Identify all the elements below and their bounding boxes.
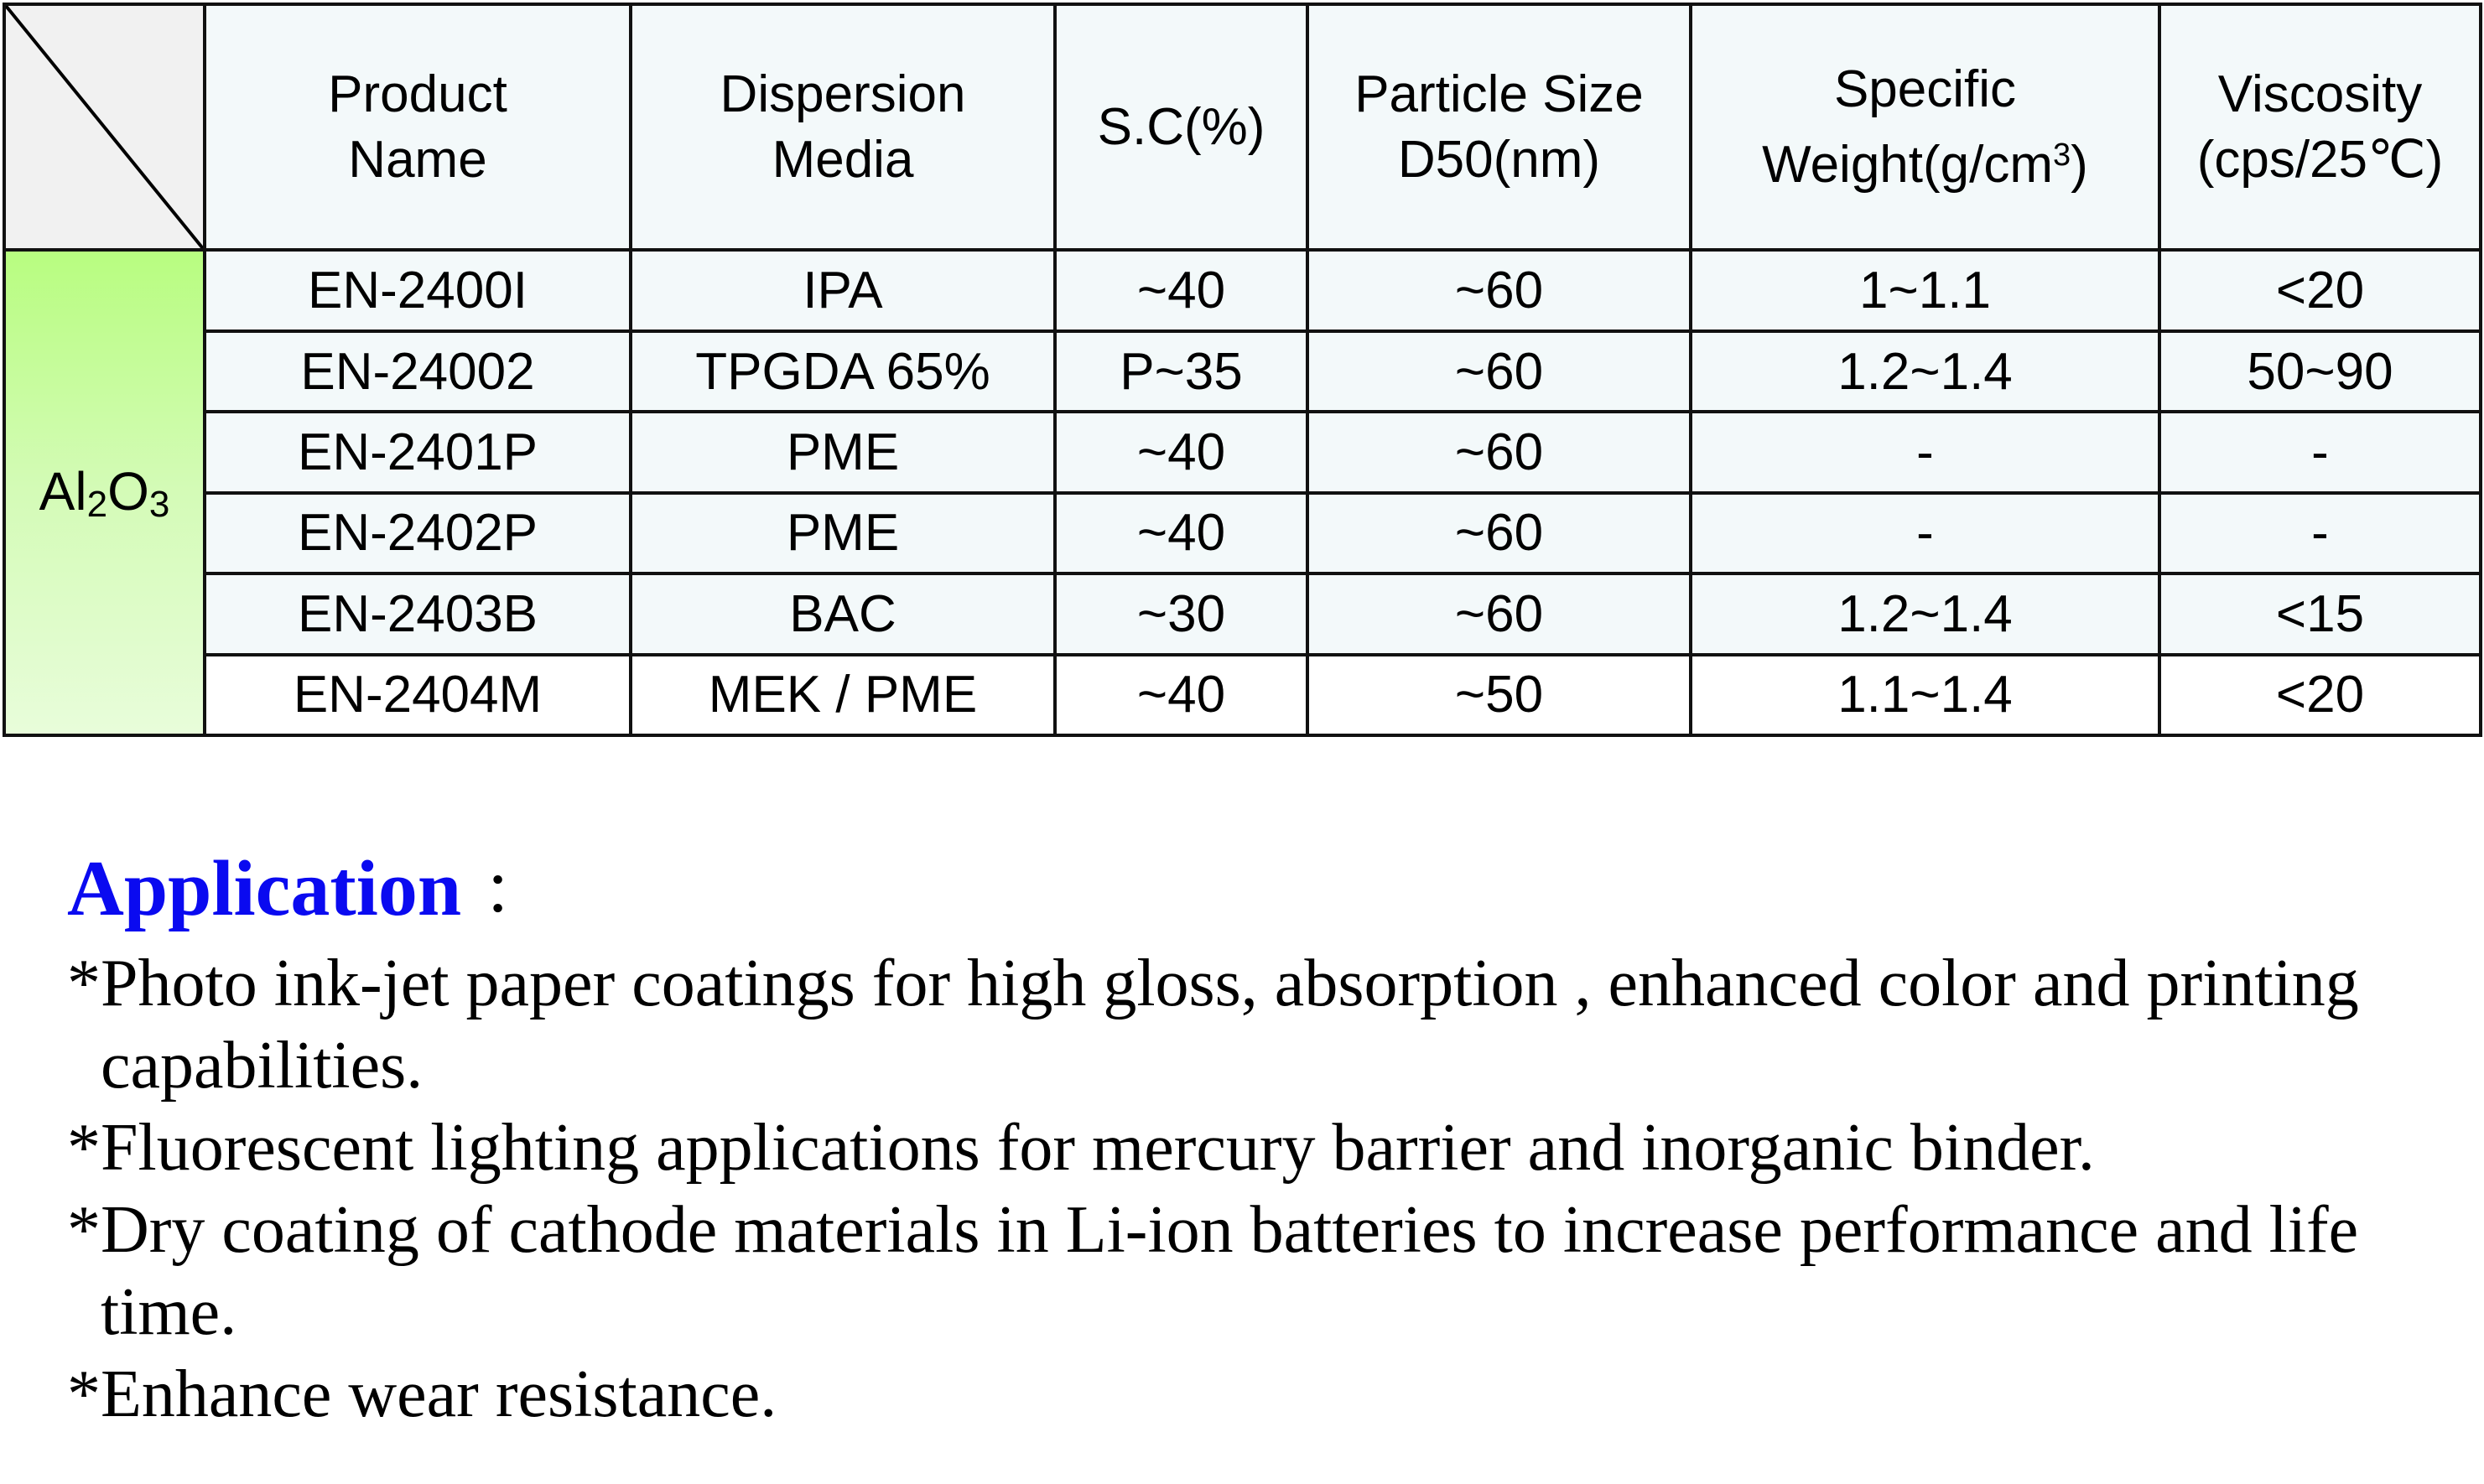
cell-dispersion-media: PME: [631, 493, 1055, 573]
cell-dispersion-media: TPGDA 65%: [631, 331, 1055, 412]
table-row: [4, 331, 2481, 412]
table-row: [4, 655, 2481, 736]
cell-specific-weight: -: [1691, 493, 2159, 573]
list-item: *Fluorescent lighting applications for mercury barrier and inorganic binder.: [67, 1111, 2095, 1185]
header-particle-size: Particle Size D50(nm): [1307, 4, 1691, 250]
table-row: [4, 250, 2481, 330]
cell-product-name: EN-2400I: [205, 250, 631, 330]
cell-dispersion-media: IPA: [631, 250, 1055, 330]
product-spec-table: [3, 3, 2482, 737]
header-dispersion-media: Dispersion Media: [631, 4, 1055, 250]
cell-viscosity: <20: [2159, 250, 2481, 330]
cell-particle-size: ~60: [1307, 493, 1691, 573]
cell-viscosity: 50~90: [2159, 331, 2481, 412]
cell-product-name: EN-2402P: [205, 493, 631, 573]
cell-viscosity: -: [2159, 412, 2481, 492]
cell-dispersion-media: BAC: [631, 573, 1055, 654]
cell-particle-size: ~60: [1307, 331, 1691, 412]
diagonal-line-icon: [6, 6, 203, 248]
cell-particle-size: ~60: [1307, 250, 1691, 330]
cell-specific-weight: 1.1~1.4: [1691, 655, 2159, 736]
cell-particle-size: ~60: [1307, 573, 1691, 654]
header-specific-weight: Specific $Weight(g/cm^3)$: [1691, 4, 2159, 250]
cell-dispersion-media: PME: [631, 412, 1055, 492]
cell-viscosity: -: [2159, 493, 2481, 573]
list-item: *Enhance wear resistance.: [67, 1357, 777, 1431]
cell-solid-content: ~40: [1055, 412, 1307, 492]
cell-particle-size: ~50: [1307, 655, 1691, 736]
cell-product-name: EN-2403B: [205, 573, 631, 654]
table-row: [4, 493, 2481, 573]
cell-solid-content: ~40: [1055, 493, 1307, 573]
list-item: *Photo ink-jet paper coatings for high gloss, absorption , enhanced color and printing capabilities.: [67, 947, 2359, 1103]
cell-particle-size: ~60: [1307, 412, 1691, 492]
header-solid-content: S.C(%): [1055, 4, 1307, 250]
cell-specific-weight: 1.2~1.4: [1691, 573, 2159, 654]
cell-product-name: EN-2401P: [205, 412, 631, 492]
cell-specific-weight: 1~1.1: [1691, 250, 2159, 330]
cell-specific-weight: -: [1691, 412, 2159, 492]
header-row: [4, 4, 2481, 250]
cell-product-name: EN-2404M: [205, 655, 631, 736]
table-row: [4, 412, 2481, 492]
list-item: *Dry coating of cathode materials in Li-ion batteries to increase performance and life time.: [67, 1193, 2359, 1349]
header-viscosity: Viscosity (cps/25℃): [2159, 4, 2481, 250]
header-product-name: Product Name: [205, 4, 631, 250]
cell-specific-weight: 1.2~1.4: [1691, 331, 2159, 412]
table-row: [4, 573, 2481, 654]
cell-viscosity: <20: [2159, 655, 2481, 736]
cell-dispersion-media: MEK / PME: [631, 655, 1055, 736]
cell-solid-content: ~40: [1055, 250, 1307, 330]
corner-cell: [4, 4, 205, 250]
application-list: [67, 942, 2457, 1435]
application-section: [67, 838, 2457, 1435]
cell-solid-content: P~35: [1055, 331, 1307, 412]
cell-solid-content: ~30: [1055, 573, 1307, 654]
category-cell-al2o3: $Al_2O_3$: [4, 250, 205, 735]
cell-solid-content: ~40: [1055, 655, 1307, 736]
cell-product-name: EN-24002: [205, 331, 631, 412]
cell-viscosity: <15: [2159, 573, 2481, 654]
application-heading: Application ：: [67, 845, 553, 932]
